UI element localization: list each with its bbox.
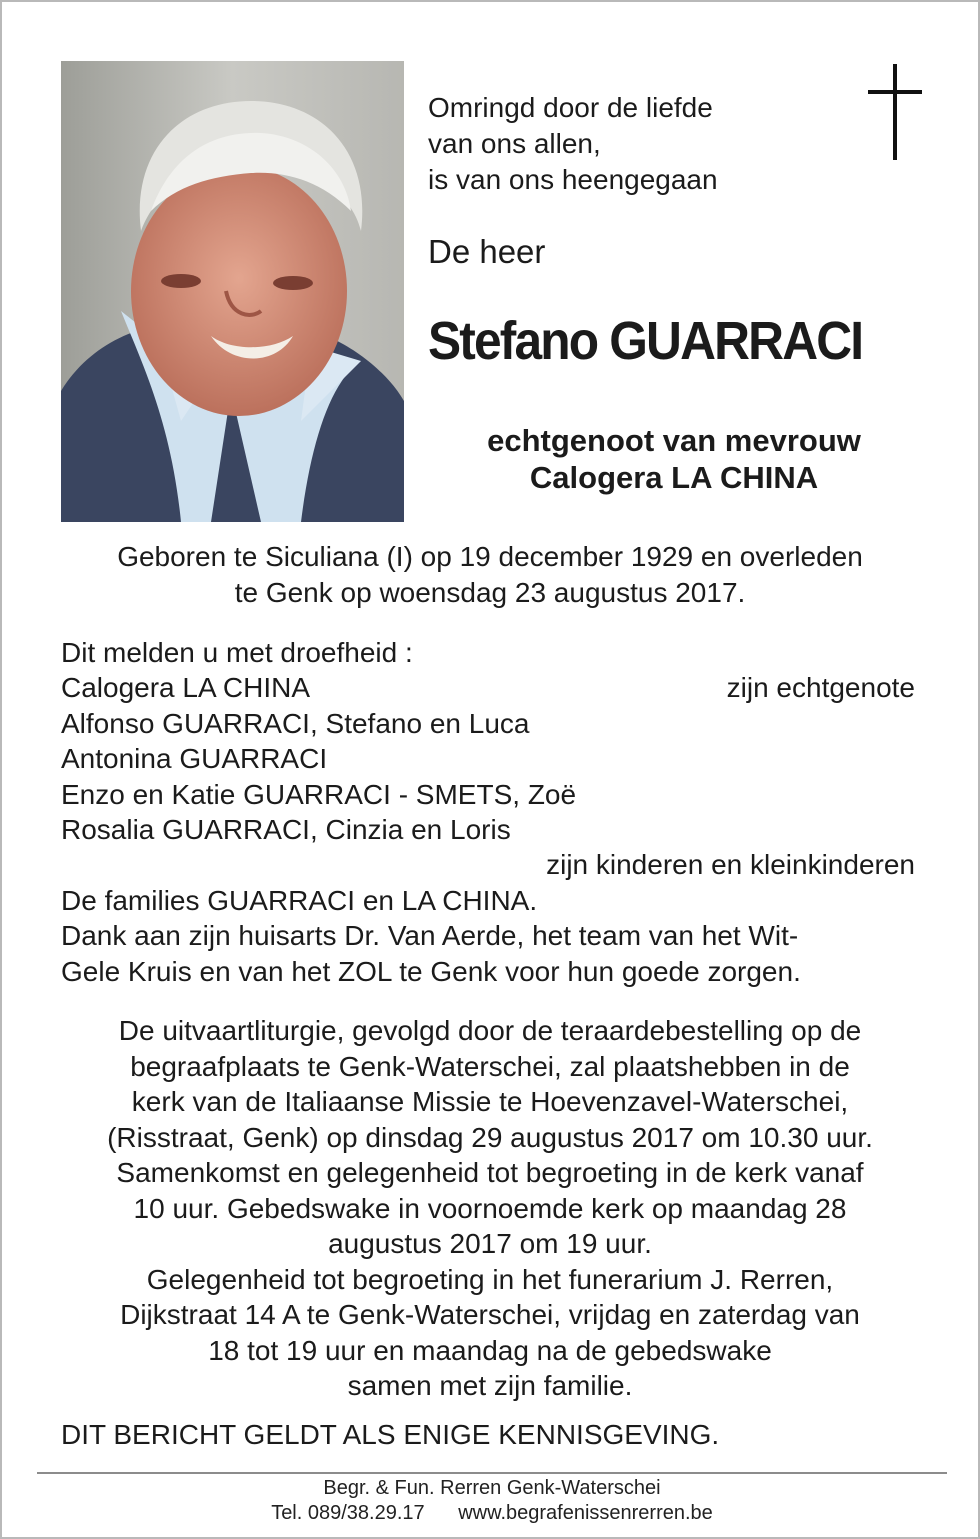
mourner-row-children-relation [61, 847, 921, 882]
mourner-name: Calogera LA CHINA [61, 672, 311, 704]
mourner-row: Rosalia GUARRACI, Cinzia en Loris [61, 813, 511, 845]
mourner-row-spouse [61, 670, 921, 705]
families-line: De families GUARRACI en LA CHINA. [61, 884, 538, 916]
funeral-line: (Risstraat, Genk) op dinsdag 29 augustus 2017 om 10.30 uur. [107, 1121, 873, 1153]
funeral-line: samen met zijn familie. [347, 1370, 633, 1401]
mourner-row: Alfonso GUARRACI, Stefano en Luca [61, 707, 530, 739]
thanks-line: Dank aan zijn huisarts Dr. Van Aerde, het team van het Wit- [61, 920, 799, 952]
portrait-photo [61, 61, 404, 522]
intro-line: is van ons heengegaan [428, 164, 718, 195]
funeral-line: Samenkomst en gelegenheid tot begroeting in de kerk vanaf [116, 1157, 864, 1188]
funeral-line: kerk van de Italiaanse Missie te Hoevenzavel-Waterschei, [131, 1086, 849, 1117]
thanks-line: Gele Kruis en van het ZOL te Genk voor hun goede zorgen. [61, 955, 801, 987]
funeral-details [52, 1013, 928, 1404]
mourners-list [61, 635, 921, 989]
contact-line [142, 1501, 842, 1526]
mourner-row: Antonina GUARRACI [61, 743, 328, 775]
funeral-line: De uitvaartliturgie, gevolgd door de teraardebestelling op de [118, 1015, 862, 1046]
funeral-line: begraafplaats te Genk-Waterschei, zal plaatshebben in de [130, 1050, 850, 1082]
notice-text: DIT BERICHT GELDT ALS ENIGE KENNISGEVING. [61, 1419, 720, 1450]
mourner-relation: zijn kinderen en kleinkinderen [546, 849, 915, 881]
deceased-name: Stefano GUARRACI [428, 311, 863, 371]
title-prefix: De heer [428, 233, 546, 270]
spouse-line: Calogera LA CHINA [529, 460, 819, 495]
website-link[interactable]: www.begrafenissenrerren.be [458, 1502, 713, 1524]
cross-icon [864, 64, 926, 160]
birth-death-line: Geboren te Siculiana (I) op 19 december 1929 en overleden [117, 541, 863, 572]
mourner-relation: zijn echtgenote [726, 672, 915, 704]
portrait-image [61, 61, 404, 522]
mourner-row: Enzo en Katie GUARRACI - SMETS, Zoë [61, 778, 577, 810]
funeral-line: Dijkstraat 14 A te Genk-Waterschei, vrijdag en zaterdag van [120, 1299, 860, 1330]
intro-line: van ons allen, [428, 128, 601, 159]
phone-number: Tel. 089/38.29.17 [271, 1502, 425, 1524]
birth-death-line: te Genk op woensdag 23 augustus 2017. [234, 577, 746, 608]
footer-divider [37, 1472, 947, 1474]
funeral-line: augustus 2017 om 19 uur. [328, 1228, 652, 1259]
intro-line: Omringd door de liefde [428, 92, 713, 123]
intro-text [428, 90, 848, 198]
spouse-line: echtgenoot van mevrouw [487, 423, 861, 458]
footer [142, 1476, 842, 1526]
funeral-line: 18 tot 19 uur en maandag na de gebedswake [208, 1334, 772, 1366]
spouse-info [412, 422, 936, 496]
funeral-line: Gelegenheid tot begroeting in het funerarium J. Rerren, [146, 1263, 834, 1295]
mourners-intro: Dit melden u met droefheid : [61, 637, 413, 668]
funeral-home-name: Begr. & Fun. Rerren Genk-Waterschei [323, 1477, 661, 1499]
funeral-line: 10 uur. Gebedswake in voornoemde kerk op maandag 28 [133, 1192, 847, 1224]
birth-death-info [42, 539, 938, 611]
